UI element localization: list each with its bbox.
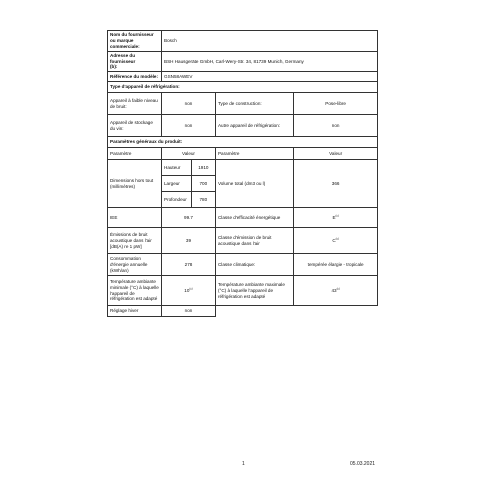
width-value: 700 — [191, 176, 215, 192]
product-information-sheet — [107, 30, 378, 317]
energy-consumption-value: 278 — [162, 254, 216, 276]
supplier-name-value: Bosch — [162, 31, 378, 52]
energy-class-label: Classe d'efficacité énergétique — [215, 208, 293, 228]
energy-class-value: $E^{(c)}$ — [294, 208, 378, 228]
empty-cell — [215, 306, 377, 317]
dimensions-label: Dimensions hors tout (millimètres) — [108, 160, 162, 208]
col-header-param-2: Paramètre — [215, 148, 293, 160]
winter-setting-label: Réglage hiver — [108, 306, 162, 317]
noise-class-label: Classe d'émission de bruit acoustique dans l'air — [215, 228, 293, 254]
energy-consumption-label: Consommation d'énergie annuelle (kWh/an) — [108, 254, 162, 276]
supplier-address-value: BSH Hausgeräte GmbH, Carl-Wery-Str. 34, 81739 Munich, Germany — [162, 52, 378, 72]
volume-value: 366 — [294, 160, 378, 208]
low-noise-label: Appareil à faible niveau de bruit: — [108, 93, 162, 115]
col-header-value-2: Valeur — [294, 148, 378, 160]
depth-value: 780 — [191, 192, 215, 208]
document-date: 05.03.2021 — [350, 461, 376, 467]
noise-class-value: $C^{(c)}$ — [294, 228, 378, 254]
wine-storage-value: non — [162, 115, 216, 137]
iee-label: IEE — [108, 208, 162, 228]
min-temp-label: Température ambiante minimale (°C) à laquelle l'appareil de réfrigération est adapté — [108, 276, 162, 306]
noise-emission-value: 39 — [162, 228, 216, 254]
width-label: Largeur — [162, 176, 192, 192]
max-temp-label: Température ambiante maximale (°C) à laquelle l'appareil de réfrigération est adapté — [215, 276, 293, 306]
depth-label: Profondeur — [162, 192, 192, 208]
climate-class-value: tempérée élargie - tropicale — [294, 254, 378, 276]
col-header-param: Paramètre — [108, 148, 162, 160]
model-label: Référence du modèle: — [108, 72, 162, 82]
height-value: 1910 — [191, 160, 215, 176]
volume-label: Volume total (dm3 ou l) — [215, 160, 293, 208]
winter-setting-value: non — [162, 306, 216, 317]
page-number: 1 — [242, 461, 245, 467]
other-appliance-value: non — [294, 115, 378, 137]
model-value: GSN58AWEV — [162, 72, 378, 82]
iee-value: 99.7 — [162, 208, 216, 228]
appliance-type-title: Type d'appareil de réfrigération: — [108, 82, 378, 93]
low-noise-value: non — [162, 93, 216, 115]
noise-emission-label: Émissions de bruit acoustique dans l'air [dB(A) re 1 pW] — [108, 228, 162, 254]
other-appliance-label: Autre appareil de réfrigération: — [215, 115, 293, 137]
col-header-value: Valeur — [162, 148, 216, 160]
supplier-name-label: Nom du fournisseur ou marque commerciale: — [108, 31, 162, 52]
construction-label: Type de construction: — [215, 93, 293, 115]
min-temp-value: 10$^{(c)}$ — [162, 276, 216, 306]
construction-value: Pose-libre — [294, 93, 378, 115]
general-params-title: Paramètres généraux du produit: — [108, 137, 378, 148]
height-label: Hauteur — [162, 160, 192, 176]
climate-class-label: Classe climatique: — [215, 254, 293, 276]
max-temp-value: 43$^{(c)}$ — [294, 276, 378, 306]
supplier-address-label: Adresse du fournisseur (b): — [108, 52, 162, 72]
wine-storage-label: Appareil de stockage du vin: — [108, 115, 162, 137]
